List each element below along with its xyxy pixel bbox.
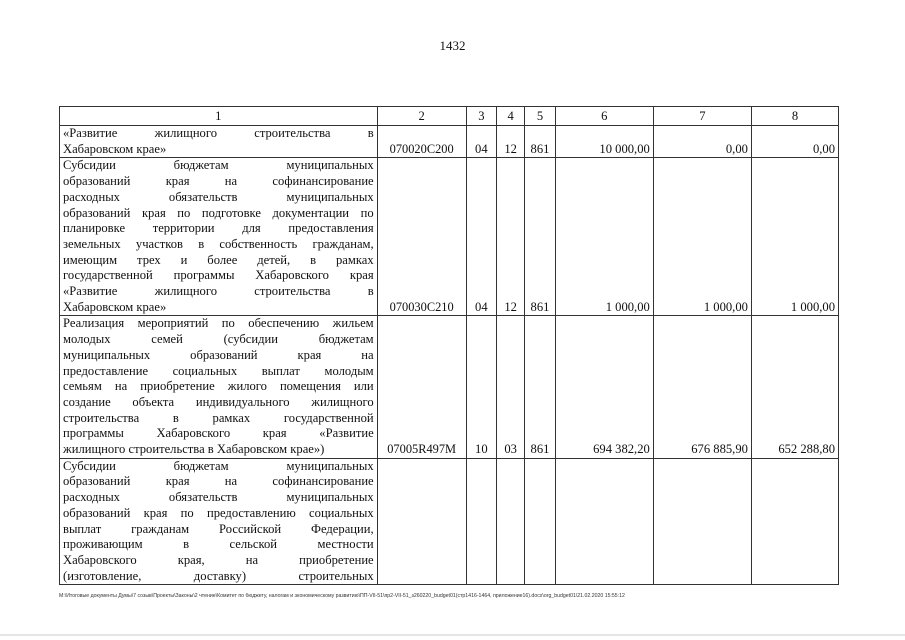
footer-file-path: M:\Итоговые документы Думы\7 созыв\Проекты\Законы\2 чтение\Комитет по бюджету, налогам и экономическому развитию\ПП-VII-51\пр2-VII-51_з260220_budget01(стр1416-1464, приложение16).docx\org_budget01\21.02.2020 15:55:12 — [59, 593, 625, 599]
column-header: 3 — [466, 107, 496, 126]
column-header: 1 — [60, 107, 378, 126]
target-article-code: 070030С210 — [377, 158, 466, 316]
description-line: программы Хабаровского края «Развитие — [63, 426, 374, 441]
description-line: планировке территории для предоставления — [63, 221, 374, 236]
subsection-code: 12 — [497, 158, 525, 316]
table-header-row — [60, 107, 839, 126]
description-line: строительства в рамках государственной — [63, 410, 374, 425]
section-code — [466, 458, 496, 585]
amount-col7: 1 000,00 — [653, 158, 751, 316]
amount-col8: 0,00 — [751, 126, 838, 158]
amount-col6: 10 000,00 — [555, 126, 653, 158]
description-line: Реализация мероприятий по обеспечению жильем — [63, 316, 374, 331]
amount-col8 — [751, 458, 838, 585]
table-row — [60, 458, 839, 585]
description-line: имеющим трех и более детей, в рамках — [63, 252, 374, 267]
table-row — [60, 126, 839, 158]
description-line: Субсидии бюджетам муниципальных — [63, 458, 374, 473]
subsection-code: 03 — [497, 316, 525, 458]
amount-col6 — [555, 458, 653, 585]
column-header: 7 — [653, 107, 751, 126]
column-header: 6 — [555, 107, 653, 126]
amount-col8: 1 000,00 — [751, 158, 838, 316]
description-line: «Развитие жилищного строительства в — [63, 126, 374, 140]
description-line: образований края на софинансирование — [63, 174, 374, 189]
description-line: молодых семей (субсидии бюджетам — [63, 332, 374, 347]
table-row — [60, 316, 839, 458]
expense-type-code — [525, 458, 555, 585]
amount-col8: 652 288,80 — [751, 316, 838, 458]
description-line: предоставление социальных выплат молодым — [63, 363, 374, 378]
section-code: 10 — [466, 316, 496, 458]
column-header: 2 — [377, 107, 466, 126]
description-line: семьям на приобретение жилого помещения или — [63, 379, 374, 394]
description-line: Хабаровском крае» — [63, 141, 167, 156]
description-line: создание объекта индивидуального жилищного — [63, 394, 374, 409]
target-article-code: 07005R497M — [377, 316, 466, 458]
description-line: расходных обязательств муниципальных — [63, 490, 374, 505]
expense-type-code: 861 — [525, 158, 555, 316]
amount-col7: 676 885,90 — [653, 316, 751, 458]
expense-type-code: 861 — [525, 316, 555, 458]
page-bottom-edge — [0, 634, 905, 636]
description-line: государственной программы Хабаровского края — [63, 268, 374, 283]
column-header: 4 — [497, 107, 525, 126]
description-line: «Развитие жилищного строительства в — [63, 284, 374, 299]
amount-col6: 694 382,20 — [555, 316, 653, 458]
description-line: образований края по подготовке документации по — [63, 205, 374, 220]
page-number: 1432 — [439, 38, 466, 53]
row-description — [60, 316, 378, 458]
budget-table — [59, 106, 839, 585]
row-description — [60, 158, 378, 316]
row-description — [60, 126, 378, 158]
description-line: Хабаровского края, на приобретение — [63, 552, 374, 567]
description-line: образований края на софинансирование — [63, 474, 374, 489]
description-line: расходных обязательств муниципальных — [63, 189, 374, 204]
description-line: жилищного строительства в Хабаровском крае») — [63, 442, 325, 457]
description-line: (изготовление, доставку) строительных — [63, 568, 374, 583]
section-code: 04 — [466, 126, 496, 158]
description-line: образований края по предоставлению социальных — [63, 505, 374, 520]
description-line: проживающим в сельской местности — [63, 537, 374, 552]
description-line: Субсидии бюджетам муниципальных — [63, 158, 374, 173]
table-row — [60, 158, 839, 316]
column-header: 5 — [525, 107, 555, 126]
row-description — [60, 458, 378, 585]
expense-type-code: 861 — [525, 126, 555, 158]
subsection-code: 12 — [497, 126, 525, 158]
amount-col7: 0,00 — [653, 126, 751, 158]
subsection-code — [497, 458, 525, 585]
description-line: Хабаровском крае» — [63, 299, 167, 314]
amount-col7 — [653, 458, 751, 585]
column-header: 8 — [751, 107, 838, 126]
section-code: 04 — [466, 158, 496, 316]
target-article-code: 070020С200 — [377, 126, 466, 158]
amount-col6: 1 000,00 — [555, 158, 653, 316]
description-line: земельных участков в собственность гражданам, — [63, 236, 374, 251]
description-line: выплат гражданам Российской Федерации, — [63, 521, 374, 536]
description-line: муниципальных образований края на — [63, 347, 374, 362]
target-article-code — [377, 458, 466, 585]
